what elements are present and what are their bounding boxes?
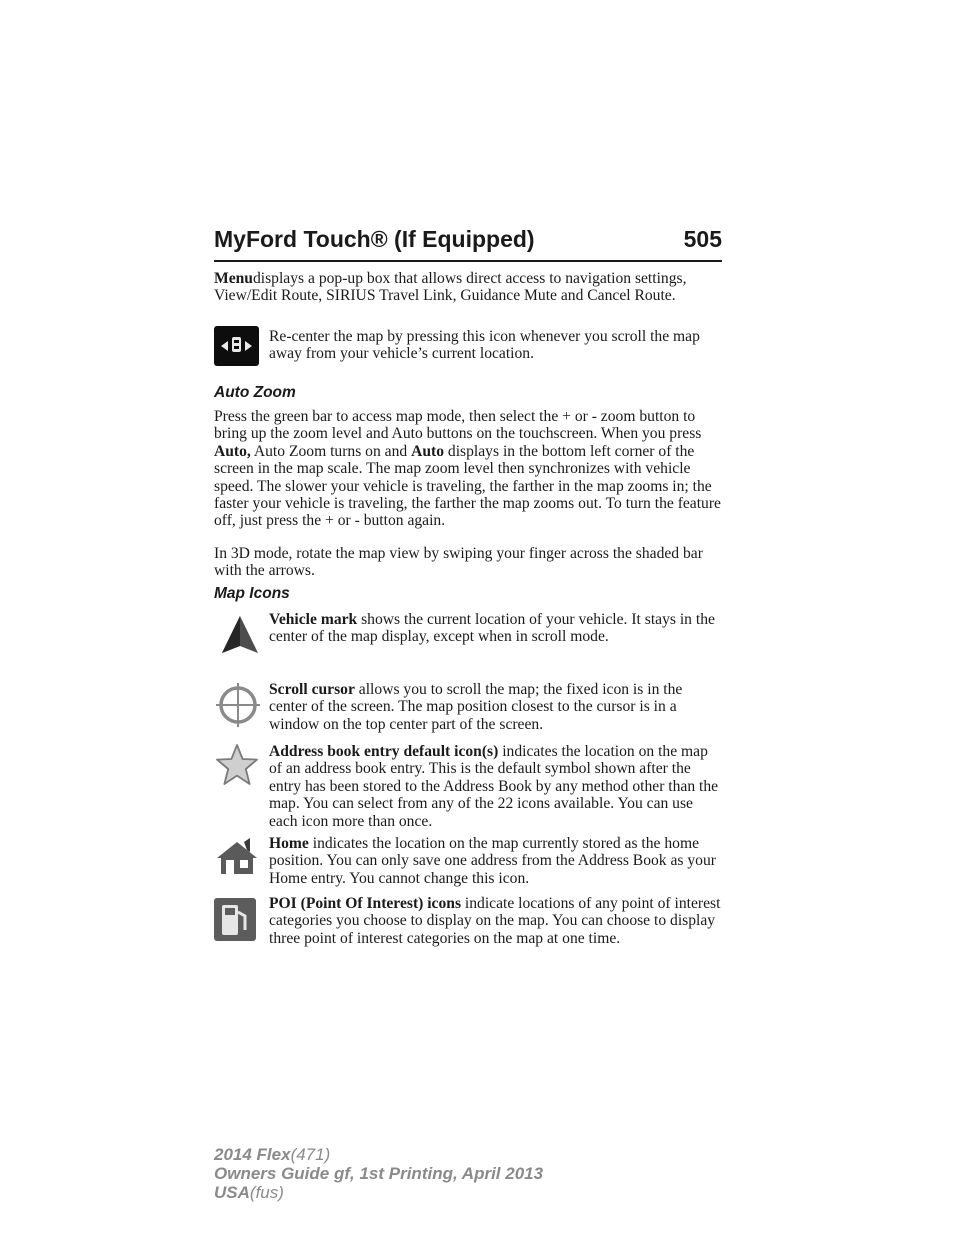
map-icons-heading: Map Icons <box>214 585 290 602</box>
recenter-icon <box>214 326 259 371</box>
header-divider <box>214 260 722 262</box>
auto-zoom-text-1: Press the green bar to access map mode, then select the + or - zoom button to bring up the zoom level and Auto buttons on the touchscreen. When you press <box>214 408 702 443</box>
footer-region: USA <box>214 1183 250 1202</box>
vehicle-mark-term: Vehicle mark <box>269 611 358 628</box>
auto-zoom-text-3: displays in the bottom left corner of the screen in the map scale. The map zoom level then synchronizes with vehicle speed. The slower your vehicle is traveling, the farther in the map zooms in; the faster your vehicle is traveling, the farther the map zooms out. To turn the feature off, just press the + or - button again. <box>214 442 721 530</box>
auto-zoom-text-2: Auto Zoom turns on and <box>250 442 412 460</box>
scroll-cursor-description <box>269 681 724 733</box>
footer-line-1 <box>214 1145 543 1164</box>
footer-line-3 <box>214 1183 543 1202</box>
address-book-term: Address book entry default icon(s) <box>269 743 499 760</box>
star-icon <box>214 743 260 792</box>
footer-region-code: (fus) <box>249 1183 284 1202</box>
auto-term-1: Auto, <box>214 442 251 460</box>
auto-zoom-paragraph <box>214 408 726 530</box>
page-title: MyFord Touch® (If Equipped) <box>214 226 535 252</box>
footer-model: 2014 Flex <box>214 1145 291 1164</box>
home-icon <box>214 838 260 881</box>
menu-description: displays a pop-up box that allows direct access to navigation settings, View/Edit Route, SIRIUS Travel Link, Guidance Mute and Cancel Route. <box>214 270 687 305</box>
scroll-cursor-text: allows you to scroll the map; the fixed icon is in the center of the screen. The map position closest to the cursor is in a window on the top center part of the screen. <box>269 681 683 733</box>
vehicle-mark-icon <box>214 613 266 662</box>
address-book-description <box>269 743 724 830</box>
footer-code: (471) <box>290 1145 331 1164</box>
page-number: 505 <box>683 226 722 252</box>
home-term: Home <box>269 835 309 852</box>
page-footer <box>214 1145 543 1202</box>
page-header <box>214 226 722 262</box>
vehicle-mark-description <box>269 611 724 646</box>
poi-term: POI (Point Of Interest) icons <box>269 895 462 912</box>
menu-term: Menu <box>214 270 253 287</box>
address-book-text: indicates the location on the map of an address book entry. This is the default symbol shown after the entry has been stored to the Address Book by any method other than the map. You can select from any of the 22 icons available. You can use each icon more than once. <box>269 743 719 830</box>
auto-term-2: Auto <box>411 442 445 460</box>
fuel-pump-icon <box>214 898 256 946</box>
scroll-cursor-term: Scroll cursor <box>269 681 355 698</box>
home-text: indicates the location on the map currently stored as the home position. You can only save one address from the Address Book as your Home entry. You cannot change this icon. <box>269 835 716 887</box>
poi-text: indicate locations of any point of interest categories you choose to display on the map. You can choose to display three point of interest categories on the map at one time. <box>269 895 721 947</box>
auto-zoom-heading: Auto Zoom <box>214 384 296 401</box>
menu-paragraph <box>214 270 726 305</box>
home-description <box>269 835 724 887</box>
footer-line-2: Owners Guide gf, 1st Printing, April 2013 <box>214 1164 544 1183</box>
poi-description <box>269 895 724 947</box>
scroll-cursor-icon <box>214 682 262 733</box>
recenter-description: Re-center the map by pressing this icon whenever you scroll the map away from your vehicle’s current location. <box>269 328 700 363</box>
vehicle-mark-text: shows the current location of your vehicle. It stays in the center of the map display, except when in scroll mode. <box>269 611 715 646</box>
three-d-paragraph: In 3D mode, rotate the map view by swiping your finger across the shaded bar with the arrows. <box>214 545 703 580</box>
